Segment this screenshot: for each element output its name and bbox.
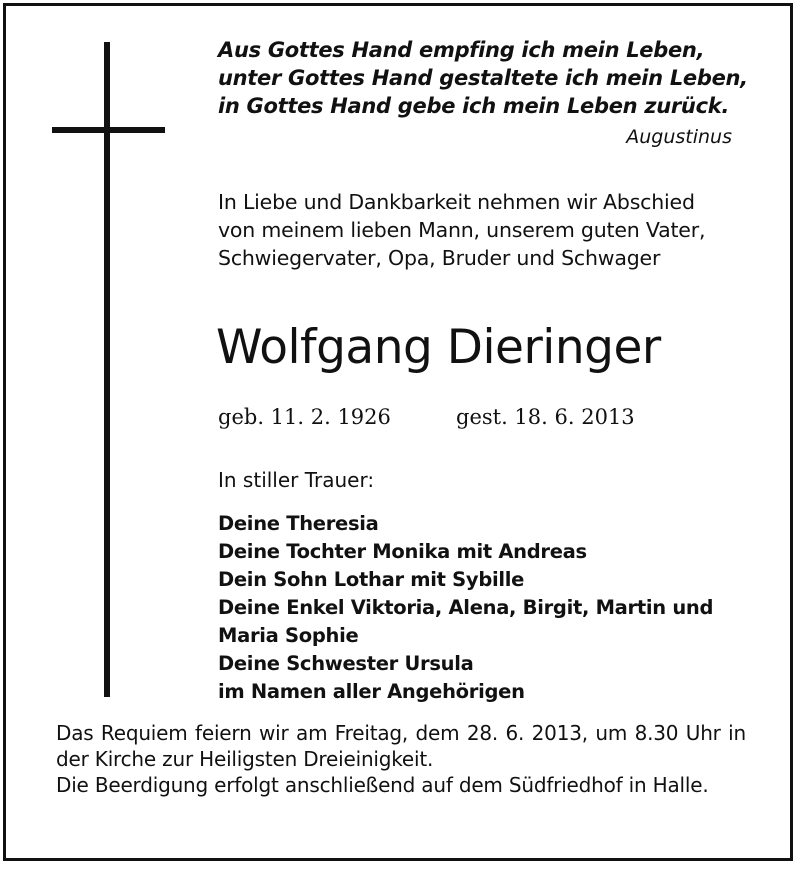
cross-horizontal-bar [52, 127, 165, 133]
burial-text: Die Beerdigung erfolgt anschließend auf dem Südfriedhof in Halle. [56, 773, 709, 797]
mourner-line: Maria Sophie [218, 624, 359, 647]
quote-line: in Gottes Hand gebe ich mein Leben zurück. [218, 94, 730, 118]
mourners-list [218, 510, 783, 706]
mourner-line: Deine Tochter Monika mit Andreas [218, 540, 587, 563]
intro-line: In Liebe und Dankbarkeit nehmen wir Abschied [218, 190, 695, 214]
mourner-line: Deine Theresia [218, 512, 379, 535]
bible-quote [218, 36, 778, 120]
cross-vertical-bar [104, 42, 110, 697]
intro-line: von meinem lieben Mann, unserem guten Vater, [218, 218, 706, 242]
mourner-line: Deine Schwester Ursula [218, 652, 474, 675]
quote-author: Augustinus [626, 126, 732, 148]
mourner-line: Dein Sohn Lothar mit Sybille [218, 568, 525, 591]
mourner-line: im Namen aller Angehörigen [218, 680, 525, 703]
mourner-line: Deine Enkel Viktoria, Alena, Birgit, Martin und [218, 596, 714, 619]
quote-line: Aus Gottes Hand empfing ich mein Leben, [218, 38, 705, 62]
birth-date: geb. 11. 2. 1926 [218, 405, 391, 429]
quote-line: unter Gottes Hand gestaltete ich mein Leben, [218, 66, 748, 90]
intro-line: Schwiegervater, Opa, Bruder und Schwager [218, 246, 661, 270]
farewell-intro [218, 188, 778, 272]
death-date: gest. 18. 6. 2013 [456, 405, 635, 429]
requiem-text: Das Requiem feiern wir am Freitag, dem 28. 6. 2013, um 8.30 Uhr in der Kirche zur Heiligsten Dreieinigkeit. [56, 721, 746, 771]
service-info [56, 720, 746, 798]
deceased-name: Wolfgang Dieringer [216, 320, 661, 375]
mourning-label: In stiller Trauer: [218, 468, 375, 492]
